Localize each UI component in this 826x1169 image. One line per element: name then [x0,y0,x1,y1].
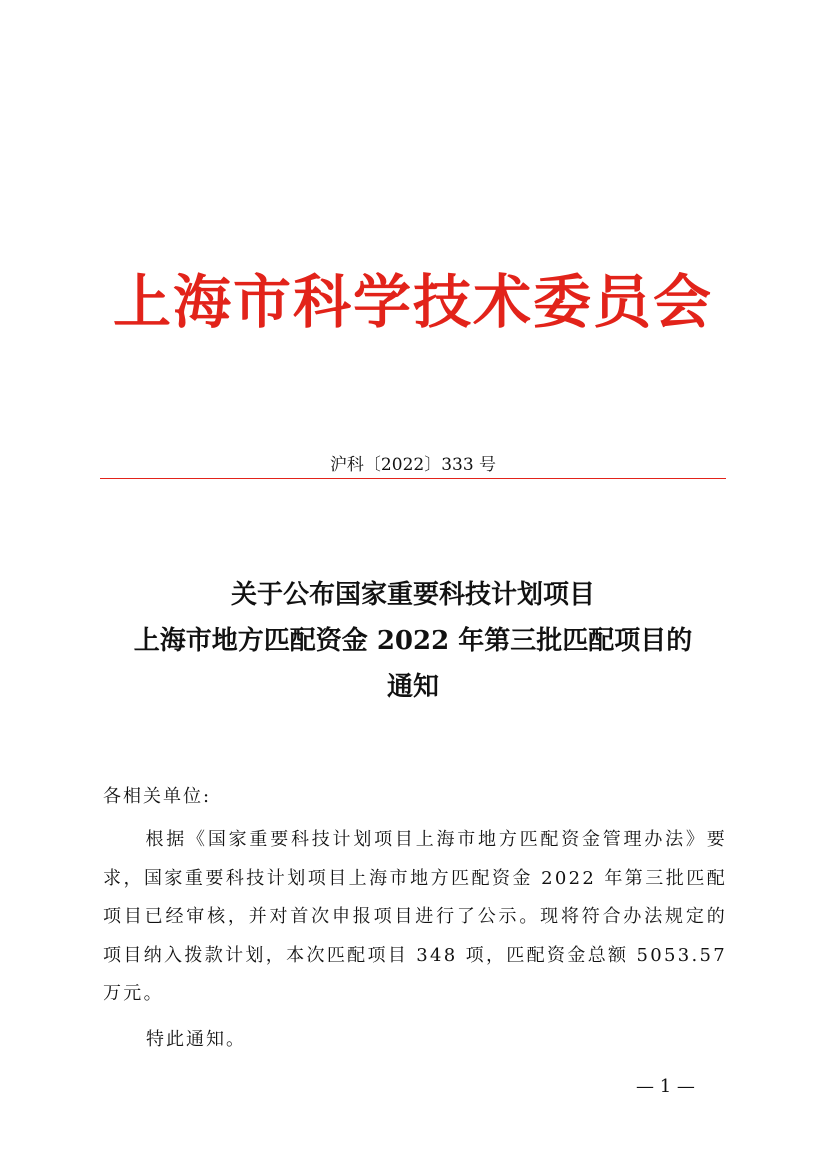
title-line-2: 上海市地方匹配资金 2022 年第三批匹配项目的 [133,626,693,656]
salutation: 各相关单位: [103,786,212,807]
title-line-3: 通知 [386,672,439,702]
body-text: 根据《国家重要科技计划项目上海市地方匹配资金管理办法》要求，国家重要科技计划项目上海市地方匹配资金 2022 年第三批匹配项目已经审核，并对首次申报项目进行了公示。现将符合办法规定的项目纳入拨款计划，本次匹配项目 348 项，匹配资金总额 5053.57 万元。 [103,829,727,1004]
document-number: 沪科〔2022〕333 号 [329,455,497,475]
body-paragraph [103,821,727,1014]
page-number: — 1 — [636,1076,695,1097]
red-rule-divider [100,478,726,479]
masthead-title: 上海市科学技术委员会 [112,268,713,336]
notice-title [100,572,726,710]
title-line-1: 关于公布国家重要科技计划项目 [230,580,595,610]
closing-line: 特此通知。 [146,1029,246,1050]
